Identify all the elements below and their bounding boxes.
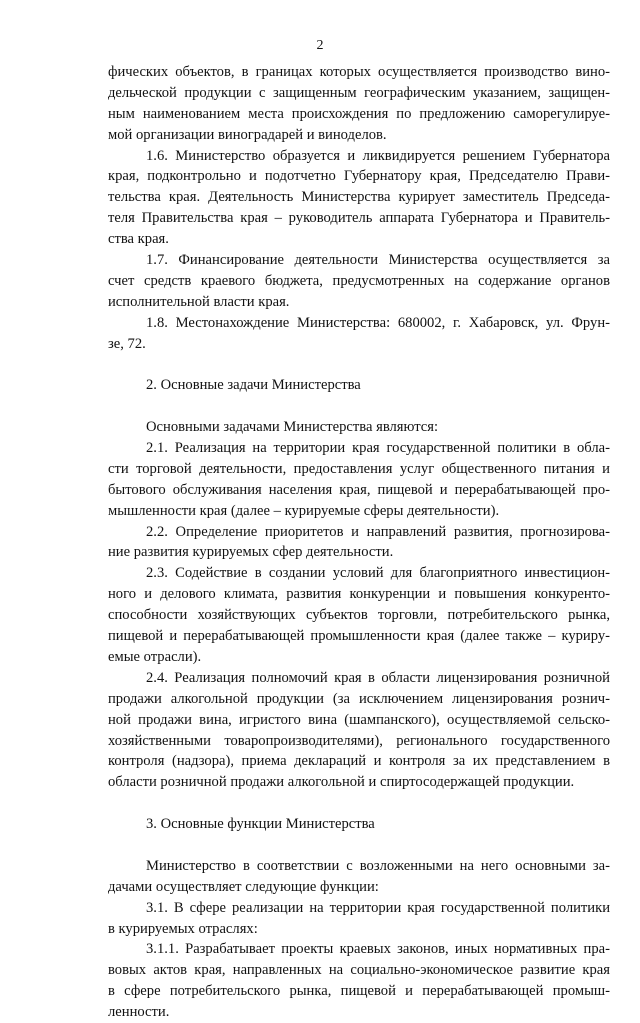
text-line: счет средств краевого бюджета, предусмотренных на содержание органов [108,272,610,289]
document-body [108,62,610,1023]
text-line: в сфере потребительского рынка, пищевой и перерабатывающей промыш- [108,983,610,1000]
text-line: контроля (надзора), приема деклараций и контроля за их представлением в [108,753,610,770]
text-line: Основными задачами Министерства являются: [146,419,439,436]
text-line: способности хозяйствующих субъектов торговли, потребительского рынка, [108,607,610,624]
text-line: ства края. [108,231,169,248]
text-line: области розничной продажи алкогольной и спиртосодержащей продукции. [108,774,575,791]
text-line: пищевой и перерабатывающей промышленности края (далее также – куриру- [108,628,610,645]
text-line: 2. Основные задачи Министерства [146,377,361,394]
text-line: ного и делового климата, развития конкуренции и повышения конкуренто- [108,586,610,603]
text-line: 2.3. Содействие в создании условий для благоприятного инвестицион- [146,565,610,582]
text-line: бытового обслуживания населения края, пищевой и перерабатывающей про- [108,481,610,498]
text-line: фических объектов, в границах которых осуществляется производство вино- [108,64,610,80]
text-line: 2.2. Определение приоритетов и направлений развития, прогнозирова- [146,523,610,540]
text-line: продажи алкогольной продукции (за исключением лицензирования рознич- [108,690,610,707]
text-line: хозяйственными товаропроизводителями), регионального государственного [108,732,610,749]
blank-line [108,354,610,375]
text-line: 2.1. Реализация на территории края государственной политики в обла- [146,440,610,457]
text-line: тельства края. Деятельность Министерства курирует заместитель Председа- [108,189,610,206]
text-line: исполнительной власти края. [108,293,290,310]
page-number: 2 [316,38,324,53]
text-line: теля Правительства края – руководитель аппарата Губернатора и Правитель- [108,210,610,227]
text-line: ным наименованием места происхождения по предложению саморегулируе- [108,105,610,122]
blank-line [108,793,610,814]
text-line: ной продажи вина, игристого вина (шампанского), осуществляемой сельско- [108,711,610,728]
text-line: 3.1. В сфере реализации на территории края государственной политики [146,899,610,916]
text-line: дачами осуществляет следующие функции: [108,878,379,895]
text-line: 1.7. Финансирование деятельности Министерства осуществляется за [146,252,610,269]
text-line: ние развития курируемых сфер деятельности. [108,544,394,561]
text-line: емые отрасли). [108,648,202,665]
blank-line [108,835,610,856]
text-line: 1.8. Местонахождение Министерства: 680002, г. Хабаровск, ул. Фрун- [146,314,610,331]
text-line: 3. Основные функции Министерства [146,816,375,833]
text-line: дельческой продукции с защищенным географическим указанием, защищен- [108,84,610,101]
text-line: мой организации виноградарей и виноделов. [108,126,387,143]
text-line: ленности. [108,1004,170,1021]
text-line: 2.4. Реализация полномочий края в области лицензирования розничной [146,669,610,686]
text-line: 1.6. Министерство образуется и ликвидируется решением Губернатора [146,147,610,164]
text-line: сти торговой деятельности, предоставления услуг общественного питания и [108,460,610,477]
blank-line [108,396,610,417]
text-line: края, подконтрольно и подотчетно Губернатору края, Председателю Прави- [108,168,610,185]
text-line: Министерство в соответствии с возложенными на него основными за- [146,857,610,874]
text-line: 3.1.1. Разрабатывает проекты краевых законов, иных нормативных пра- [146,941,610,958]
text-line: мышленности края (далее – курируемые сферы деятельности). [108,502,500,519]
text-line: в курируемых отраслях: [108,920,258,937]
text-line: вовых актов края, направленных на социально-экономическое развитие края [108,962,610,979]
text-line: зе, 72. [108,335,146,352]
